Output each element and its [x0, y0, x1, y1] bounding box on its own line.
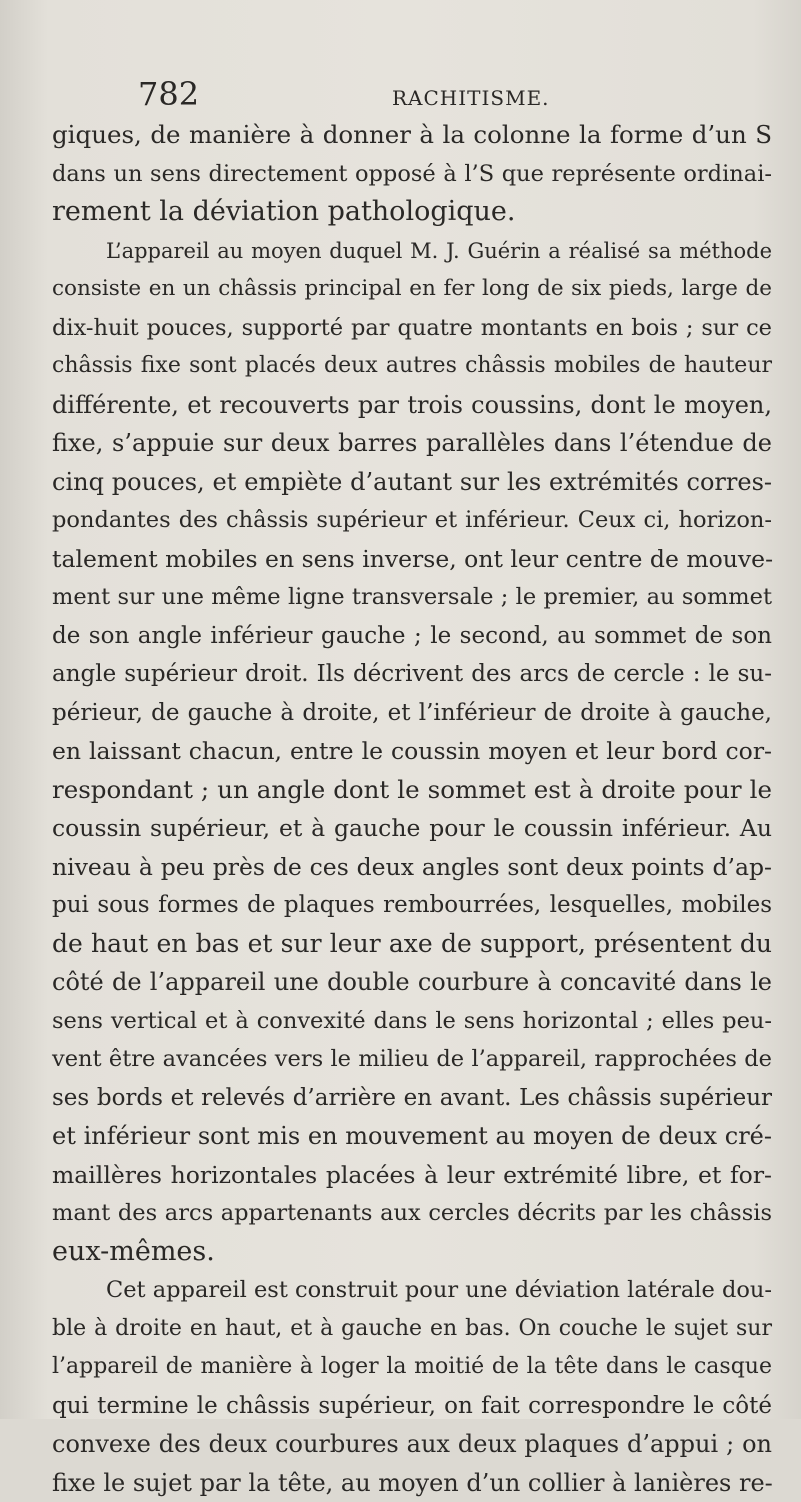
text-line: vent être avancées vers le milieu de l’appareil, rapprochées de: [52, 1040, 772, 1079]
text-line: châssis fixe sont placés deux autres châssis mobiles de hauteur: [52, 347, 772, 386]
text-line: et inférieur sont mis en mouvement au moyen de deux cré-: [52, 1117, 772, 1156]
text-line: fixe le sujet par la tête, au moyen d’un collier à lanières re-: [52, 1464, 772, 1502]
text-line: eux-mêmes.: [52, 1233, 772, 1272]
page-number: 782: [138, 74, 199, 114]
text-line: cinq pouces, et empiète d’autant sur les extrémités corres-: [52, 463, 772, 502]
text-line: différente, et recouverts par trois coussins, dont le moyen,: [52, 386, 772, 425]
text-line: giques, de manière à donner à la colonne la forme d’un S: [52, 116, 772, 155]
text-line: ment sur une même ligne transversale ; le premier, au sommet: [52, 578, 772, 617]
text-line: respondant ; un angle dont le sommet est à droite pour le: [52, 771, 772, 810]
text-line: l’appareil de manière à loger la moitié de la tête dans le casque: [52, 1348, 772, 1387]
text-line: convexe des deux courbures aux deux plaques d’appui ; on: [52, 1425, 772, 1464]
text-line: dix-huit pouces, supporté par quatre montants en bois ; sur ce: [52, 309, 772, 348]
text-line: de son angle inférieur gauche ; le second, au sommet de son: [52, 617, 772, 656]
text-line: angle supérieur droit. Ils décrivent des arcs de cercle : le su-: [52, 655, 772, 694]
text-line: pondantes des châssis supérieur et inférieur. Ceux ci, horizon-: [52, 501, 772, 540]
text-line: ses bords et relevés d’arrière en avant. Les châssis supérieur: [52, 1079, 772, 1118]
text-line: pui sous formes de plaques rembourrées, lesquelles, mobiles: [52, 886, 772, 925]
text-line: sens vertical et à convexité dans le sens horizontal ; elles peu-: [52, 1002, 772, 1041]
text-line: fixe, s’appuie sur deux barres parallèles dans l’étendue de: [52, 424, 772, 463]
text-line: dans un sens directement opposé à l’S que représente ordinai-: [52, 155, 772, 194]
text-line: mant des arcs appartenants aux cercles décrits par les châssis: [52, 1194, 772, 1233]
running-title: RACHITISME.: [392, 84, 550, 112]
text-line: talement mobiles en sens inverse, ont leur centre de mouve-: [52, 540, 772, 579]
text-line: en laissant chacun, entre le coussin moyen et leur bord cor-: [52, 732, 772, 771]
text-line: ble à droite en haut, et à gauche en bas. On couche le sujet sur: [52, 1310, 772, 1349]
text-line: qui termine le châssis supérieur, on fait correspondre le côté: [52, 1387, 772, 1426]
text-line: de haut en bas et sur leur axe de support, présentent du: [52, 925, 772, 964]
text-line: rement la déviation pathologique.: [52, 193, 772, 232]
text-line: périeur, de gauche à droite, et l’inférieur de droite à gauche,: [52, 694, 772, 733]
text-line: coussin supérieur, et à gauche pour le coussin inférieur. Au: [52, 809, 772, 848]
text-line: consiste en un châssis principal en fer long de six pieds, large de: [52, 270, 772, 309]
text-line: L’appareil au moyen duquel M. J. Guérin a réalisé sa méthode: [52, 232, 772, 271]
text-line: niveau à peu près de ces deux angles sont deux points d’ap-: [52, 848, 772, 887]
text-line: côté de l’appareil une double courbure à concavité dans le: [52, 963, 772, 1002]
text-line: Cet appareil est construit pour une déviation latérale dou-: [52, 1271, 772, 1310]
running-head: [52, 74, 771, 114]
text-line: maillères horizontales placées à leur extrémité libre, et for-: [52, 1156, 772, 1195]
body-text: [52, 116, 772, 1502]
